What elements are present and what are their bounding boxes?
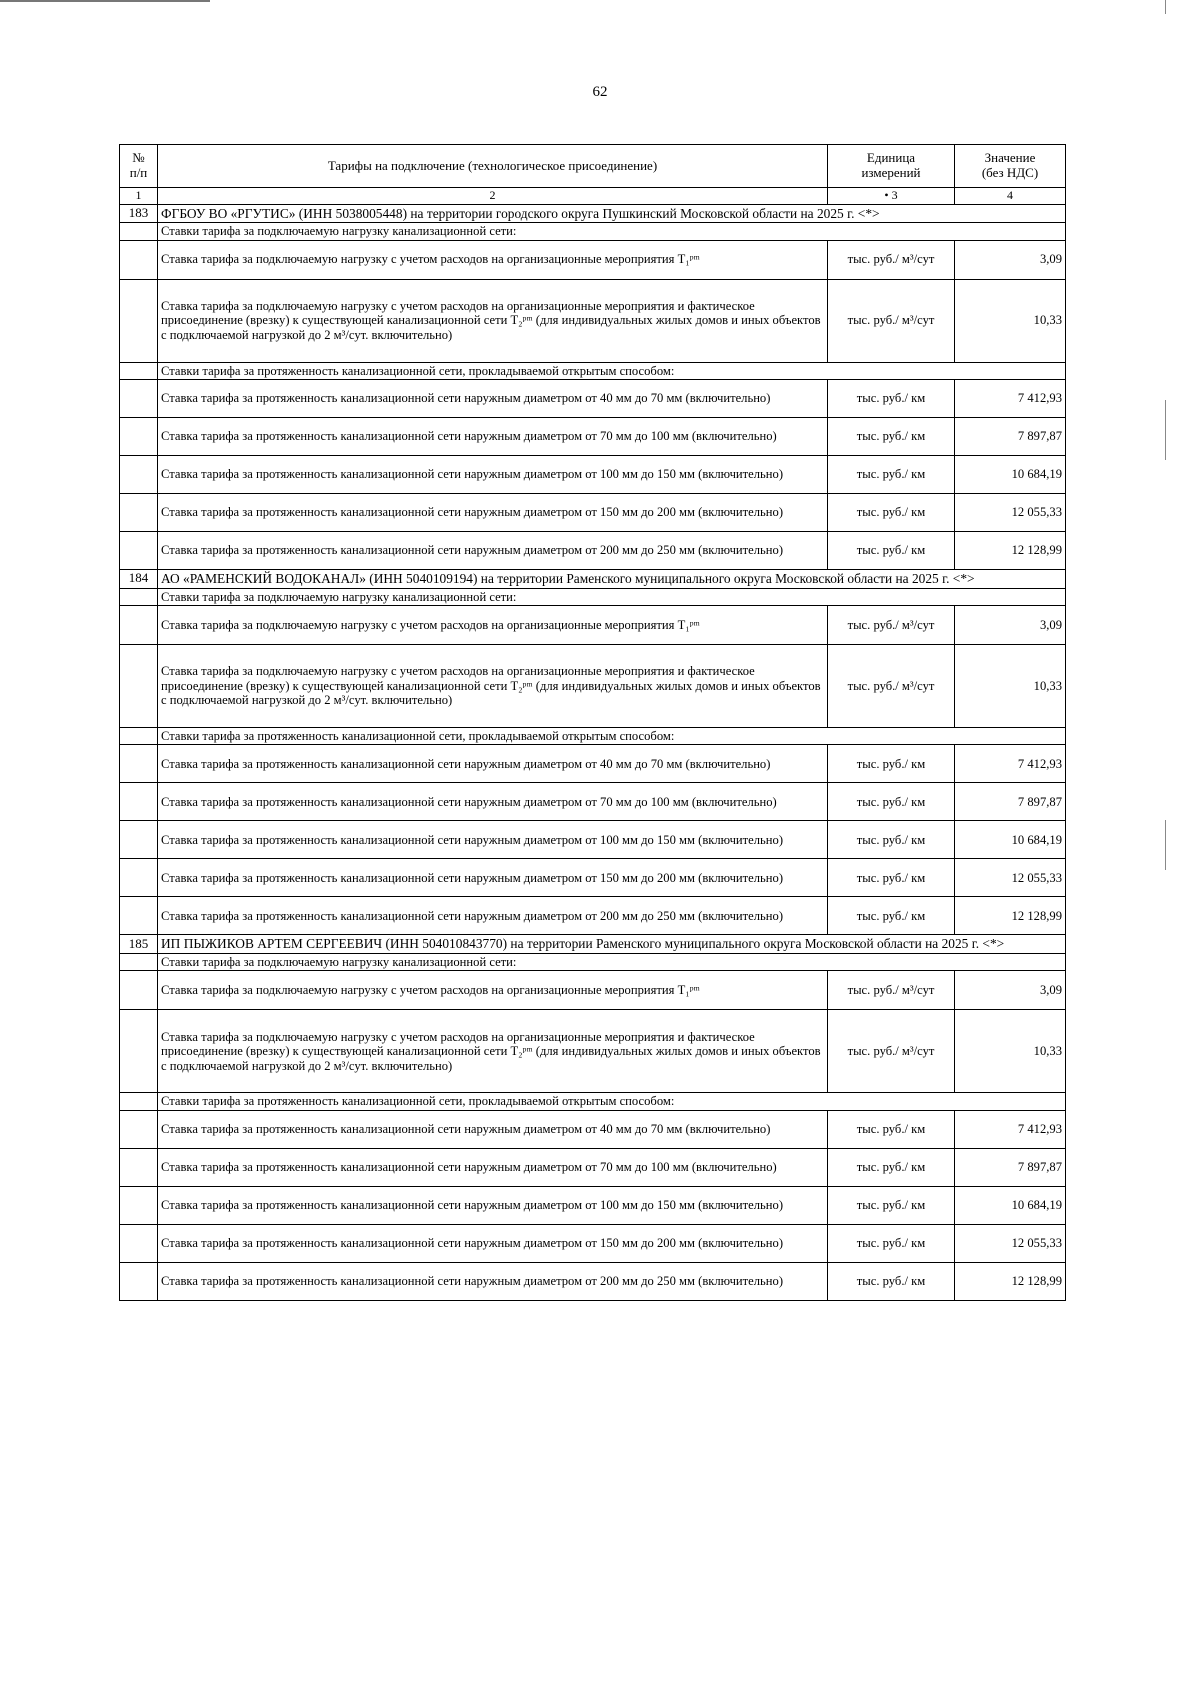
organization-title: ИП ПЫЖИКОВ АРТЕМ СЕРГЕЕВИЧ (ИНН 504010843770) на территории Раменского муниципального округа Московской области на 2025 г. <*> — [158, 935, 1066, 953]
row-number-continuation — [120, 494, 158, 532]
rate-unit: тыс. руб./ км — [828, 897, 955, 935]
rate-value: 12 128,99 — [955, 1262, 1066, 1300]
rate-value: 10,33 — [955, 279, 1066, 362]
organization-title: ФГБОУ ВО «РГУТИС» (ИНН 5038005448) на территории городского округа Пушкинский Московской области на 2025 г. <*> — [158, 204, 1066, 222]
rate-unit: тыс. руб./ м³/сут — [828, 240, 955, 279]
rate-description: Ставка тарифа за подключаемую нагрузку с учетом расходов на организационные мероприятия и фактическое присоединение (врезку) к существующей канализационной сети T₂ᵖᵐ (для индивидуальных жилых домов и иных объектов с подключаемой нагрузкой до 2 м³/сут. включительно) — [158, 279, 828, 362]
table-row — [120, 279, 1066, 362]
rate-description: Ставка тарифа за подключаемую нагрузку с учетом расходов на организационные мероприятия T₁ᵖᵐ — [158, 240, 828, 279]
row-number-continuation — [120, 821, 158, 859]
table-row — [120, 418, 1066, 456]
row-number-continuation — [120, 859, 158, 897]
rate-value: 12 128,99 — [955, 532, 1066, 570]
section-header-connection: Ставки тарифа за подключаемую нагрузку канализационной сети: — [158, 588, 1066, 605]
column-index: 4 — [955, 188, 1066, 205]
rate-description: Ставка тарифа за протяженность канализационной сети наружным диаметром от 100 мм до 150 мм (включительно) — [158, 1186, 828, 1224]
column-index: 2 — [158, 188, 828, 205]
rate-unit: тыс. руб./ м³/сут — [828, 1010, 955, 1093]
table-row — [120, 821, 1066, 859]
rate-value: 12 055,33 — [955, 1224, 1066, 1262]
row-number-continuation — [120, 971, 158, 1010]
row-number-continuation — [120, 1148, 158, 1186]
rate-description: Ставка тарифа за протяженность канализационной сети наружным диаметром от 200 мм до 250 мм (включительно) — [158, 532, 828, 570]
table-body — [120, 204, 1066, 1300]
rate-unit: тыс. руб./ км — [828, 821, 955, 859]
header-value: Значение (без НДС) — [955, 145, 1066, 188]
section-header-length: Ставки тарифа за протяженность канализационной сети, прокладываемой открытым способом: — [158, 362, 1066, 379]
rate-description: Ставка тарифа за протяженность канализационной сети наружным диаметром от 40 мм до 70 мм (включительно) — [158, 745, 828, 783]
row-number-continuation — [120, 1110, 158, 1148]
rate-unit: тыс. руб./ км — [828, 859, 955, 897]
organization-title: АО «РАМЕНСКИЙ ВОДОКАНАЛ» (ИНН 5040109194) на территории Раменского муниципального округа Московской области на 2025 г. <*> — [158, 570, 1066, 588]
table-row — [120, 240, 1066, 279]
table-row — [120, 1148, 1066, 1186]
row-number-continuation — [120, 606, 158, 645]
rate-description: Ставка тарифа за протяженность канализационной сети наружным диаметром от 40 мм до 70 мм (включительно) — [158, 1110, 828, 1148]
rate-description: Ставка тарифа за протяженность канализационной сети наружным диаметром от 70 мм до 100 мм (включительно) — [158, 1148, 828, 1186]
rate-description: Ставка тарифа за протяженность канализационной сети наружным диаметром от 70 мм до 100 мм (включительно) — [158, 418, 828, 456]
row-number-continuation — [120, 728, 158, 745]
row-number-continuation — [120, 953, 158, 970]
rate-unit: тыс. руб./ км — [828, 418, 955, 456]
rate-description: Ставка тарифа за протяженность канализационной сети наружным диаметром от 100 мм до 150 мм (включительно) — [158, 821, 828, 859]
table-row — [120, 953, 1066, 970]
rate-unit: тыс. руб./ км — [828, 1186, 955, 1224]
rate-unit: тыс. руб./ км — [828, 456, 955, 494]
section-header-connection: Ставки тарифа за подключаемую нагрузку канализационной сети: — [158, 223, 1066, 240]
rate-value: 3,09 — [955, 971, 1066, 1010]
table-row — [120, 1010, 1066, 1093]
rate-value: 7 897,87 — [955, 783, 1066, 821]
rate-unit: тыс. руб./ км — [828, 1224, 955, 1262]
rate-unit: тыс. руб./ м³/сут — [828, 971, 955, 1010]
rate-value: 7 412,93 — [955, 380, 1066, 418]
table-header — [120, 145, 1066, 205]
rate-description: Ставка тарифа за протяженность канализационной сети наружным диаметром от 150 мм до 200 мм (включительно) — [158, 859, 828, 897]
rate-description: Ставка тарифа за подключаемую нагрузку с учетом расходов на организационные мероприятия T₁ᵖᵐ — [158, 606, 828, 645]
rate-description: Ставка тарифа за подключаемую нагрузку с учетом расходов на организационные мероприятия и фактическое присоединение (врезку) к существующей канализационной сети T₂ᵖᵐ (для индивидуальных жилых домов и иных объектов с подключаемой нагрузкой до 2 м³/сут. включительно) — [158, 645, 828, 728]
row-number: 184 — [120, 570, 158, 588]
rate-description: Ставка тарифа за протяженность канализационной сети наружным диаметром от 70 мм до 100 мм (включительно) — [158, 783, 828, 821]
rate-unit: тыс. руб./ км — [828, 494, 955, 532]
row-number: 185 — [120, 935, 158, 953]
table-row — [120, 1093, 1066, 1110]
table-row — [120, 456, 1066, 494]
rate-value: 7 897,87 — [955, 418, 1066, 456]
row-number-continuation — [120, 240, 158, 279]
rate-description: Ставка тарифа за протяженность канализационной сети наружным диаметром от 40 мм до 70 мм (включительно) — [158, 380, 828, 418]
rate-value: 3,09 — [955, 606, 1066, 645]
rate-description: Ставка тарифа за протяженность канализационной сети наружным диаметром от 100 мм до 150 мм (включительно) — [158, 456, 828, 494]
table-row — [120, 728, 1066, 745]
row-number-continuation — [120, 1186, 158, 1224]
rate-unit: тыс. руб./ км — [828, 380, 955, 418]
table-row — [120, 897, 1066, 935]
rate-unit: тыс. руб./ км — [828, 783, 955, 821]
rate-description: Ставка тарифа за подключаемую нагрузку с учетом расходов на организационные мероприятия T₁ᵖᵐ — [158, 971, 828, 1010]
rate-unit: тыс. руб./ км — [828, 1148, 955, 1186]
header-unit: Единица измерений — [828, 145, 955, 188]
table-row — [120, 362, 1066, 379]
rate-value: 10 684,19 — [955, 1186, 1066, 1224]
scan-top-rule — [0, 0, 210, 2]
column-index: • 3 — [828, 188, 955, 205]
row-number-continuation — [120, 783, 158, 821]
scan-edge-mark — [1165, 400, 1166, 460]
scan-edge-mark — [1165, 820, 1166, 870]
table-row — [120, 859, 1066, 897]
table-row — [120, 745, 1066, 783]
table-row — [120, 1110, 1066, 1148]
rate-description: Ставка тарифа за протяженность канализационной сети наружным диаметром от 200 мм до 250 мм (включительно) — [158, 1262, 828, 1300]
row-number-continuation — [120, 380, 158, 418]
row-number-continuation — [120, 1224, 158, 1262]
header-number: № п/п — [120, 145, 158, 188]
scan-edge-mark — [1165, 0, 1166, 14]
table-row — [120, 570, 1066, 588]
rate-description: Ставка тарифа за протяженность канализационной сети наружным диаметром от 200 мм до 250 мм (включительно) — [158, 897, 828, 935]
rate-value: 10 684,19 — [955, 456, 1066, 494]
row-number-continuation — [120, 588, 158, 605]
table-row — [120, 494, 1066, 532]
row-number-continuation — [120, 1010, 158, 1093]
table-row — [120, 783, 1066, 821]
table-row — [120, 1186, 1066, 1224]
row-number-continuation — [120, 362, 158, 379]
row-number-continuation — [120, 532, 158, 570]
rate-unit: тыс. руб./ км — [828, 1262, 955, 1300]
section-header-length: Ставки тарифа за протяженность канализационной сети, прокладываемой открытым способом: — [158, 728, 1066, 745]
row-number-continuation — [120, 456, 158, 494]
table-row — [120, 971, 1066, 1010]
table-row — [120, 532, 1066, 570]
row-number-continuation — [120, 897, 158, 935]
rate-unit: тыс. руб./ км — [828, 745, 955, 783]
rate-value: 12 055,33 — [955, 494, 1066, 532]
rate-value: 10 684,19 — [955, 821, 1066, 859]
row-number-continuation — [120, 1093, 158, 1110]
rate-value: 10,33 — [955, 645, 1066, 728]
rate-unit: тыс. руб./ км — [828, 1110, 955, 1148]
rate-description: Ставка тарифа за протяженность канализационной сети наружным диаметром от 150 мм до 200 мм (включительно) — [158, 1224, 828, 1262]
table-row — [120, 223, 1066, 240]
rate-value: 12 128,99 — [955, 897, 1066, 935]
rate-value: 7 897,87 — [955, 1148, 1066, 1186]
rate-description: Ставка тарифа за протяженность канализационной сети наружным диаметром от 150 мм до 200 мм (включительно) — [158, 494, 828, 532]
section-header-length: Ставки тарифа за протяженность канализационной сети, прокладываемой открытым способом: — [158, 1093, 1066, 1110]
table-row — [120, 935, 1066, 953]
rate-value: 7 412,93 — [955, 1110, 1066, 1148]
table-row — [120, 380, 1066, 418]
column-index: 1 — [120, 188, 158, 205]
rate-unit: тыс. руб./ м³/сут — [828, 606, 955, 645]
rate-value: 3,09 — [955, 240, 1066, 279]
rate-value: 12 055,33 — [955, 859, 1066, 897]
row-number-continuation — [120, 745, 158, 783]
table-row — [120, 645, 1066, 728]
header-tariffs: Тарифы на подключение (технологическое присоединение) — [158, 145, 828, 188]
page-number: 62 — [592, 84, 608, 100]
tariff-table — [119, 144, 1066, 1301]
section-header-connection: Ставки тарифа за подключаемую нагрузку канализационной сети: — [158, 953, 1066, 970]
row-number-continuation — [120, 279, 158, 362]
rate-unit: тыс. руб./ м³/сут — [828, 279, 955, 362]
row-number-continuation — [120, 418, 158, 456]
rate-value: 7 412,93 — [955, 745, 1066, 783]
table-row — [120, 588, 1066, 605]
row-number-continuation — [120, 1262, 158, 1300]
table-row — [120, 204, 1066, 222]
table-row — [120, 1224, 1066, 1262]
row-number: 183 — [120, 204, 158, 222]
rate-unit: тыс. руб./ км — [828, 532, 955, 570]
row-number-continuation — [120, 223, 158, 240]
table-row — [120, 1262, 1066, 1300]
row-number-continuation — [120, 645, 158, 728]
rate-unit: тыс. руб./ м³/сут — [828, 645, 955, 728]
rate-value: 10,33 — [955, 1010, 1066, 1093]
rate-description: Ставка тарифа за подключаемую нагрузку с учетом расходов на организационные мероприятия и фактическое присоединение (врезку) к существующей канализационной сети T₂ᵖᵐ (для индивидуальных жилых домов и иных объектов с подключаемой нагрузкой до 2 м³/сут. включительно) — [158, 1010, 828, 1093]
table-row — [120, 606, 1066, 645]
